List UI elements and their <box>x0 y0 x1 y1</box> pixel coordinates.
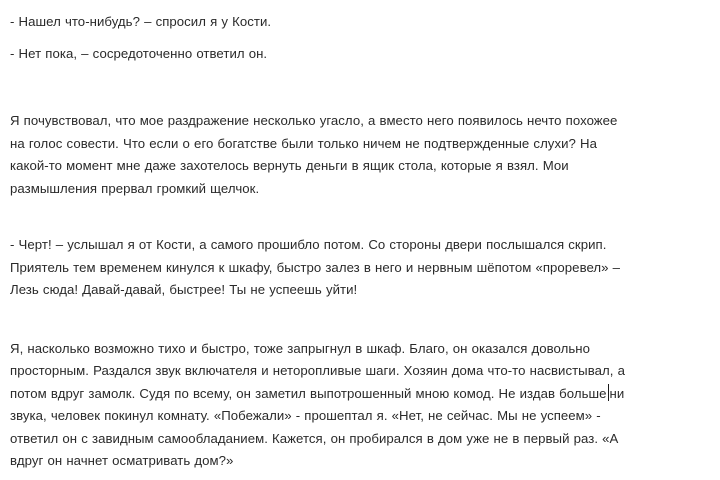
text-line: - Нашел что-нибудь? – спросил я у Кости. <box>10 14 272 29</box>
text-line: на голос совести. Что если о его богатстве были только ничем не подтвержденные слухи? На <box>10 135 597 151</box>
text-line: Я, насколько возможно тихо и быстро, тоже запрыгнул в шкаф. Благо, он оказался довольно <box>10 340 591 356</box>
dialogue-paragraph-2 <box>10 43 710 66</box>
text-cursor <box>608 384 609 401</box>
narrative-paragraph-2 <box>10 234 710 302</box>
text-line: - Черт! – услышал я от Кости, а самого прошибло потом. Со стороны двери послышался скрип. <box>10 237 607 252</box>
text-line: ответил он с завидным самообладанием. Кажется, он пробирался в дом уже не в первый раз. «А <box>10 430 619 446</box>
text-line: Лезь сюда! Давай-давай, быстрее! Ты не успеешь уйти! <box>10 282 358 297</box>
text-line-with-caret <box>10 383 710 406</box>
text-line: просторным. Раздался звук включателя и неторопливые шаги. Хозяин дома что-то насвистывал, а <box>10 363 625 378</box>
text-line: вдруг он начнет осматривать дом?» <box>10 453 234 468</box>
dialogue-paragraph-1 <box>10 11 710 34</box>
text-line: - Нет пока, – сосредоточенно ответил он. <box>10 45 268 61</box>
text-segment: ни <box>609 385 625 401</box>
narrative-paragraph-3 <box>10 338 710 473</box>
text-line: звука, человек покинул комнату. «Побежали» - прошептал я. «Нет, не сейчас. Мы не успеем» - <box>10 408 601 423</box>
text-segment: потом вдруг замолк. Судя по всему, он заметил выпотрошенный мною комод. Не издав больше <box>10 385 607 401</box>
text-line: размышления прервал громкий щелчок. <box>10 180 260 196</box>
text-line: Приятель тем временем кинулся к шкафу, быстро залез в него и нервным шёпотом «проревел» – <box>10 259 621 275</box>
narrative-paragraph-1 <box>10 110 710 200</box>
text-line: какой-то момент мне даже захотелось вернуть деньги в ящик стола, которые я взял. Мои <box>10 158 569 173</box>
text-line: Я почувствовал, что мое раздражение несколько угасло, а вместо него появилось нечто похожее <box>10 113 618 128</box>
